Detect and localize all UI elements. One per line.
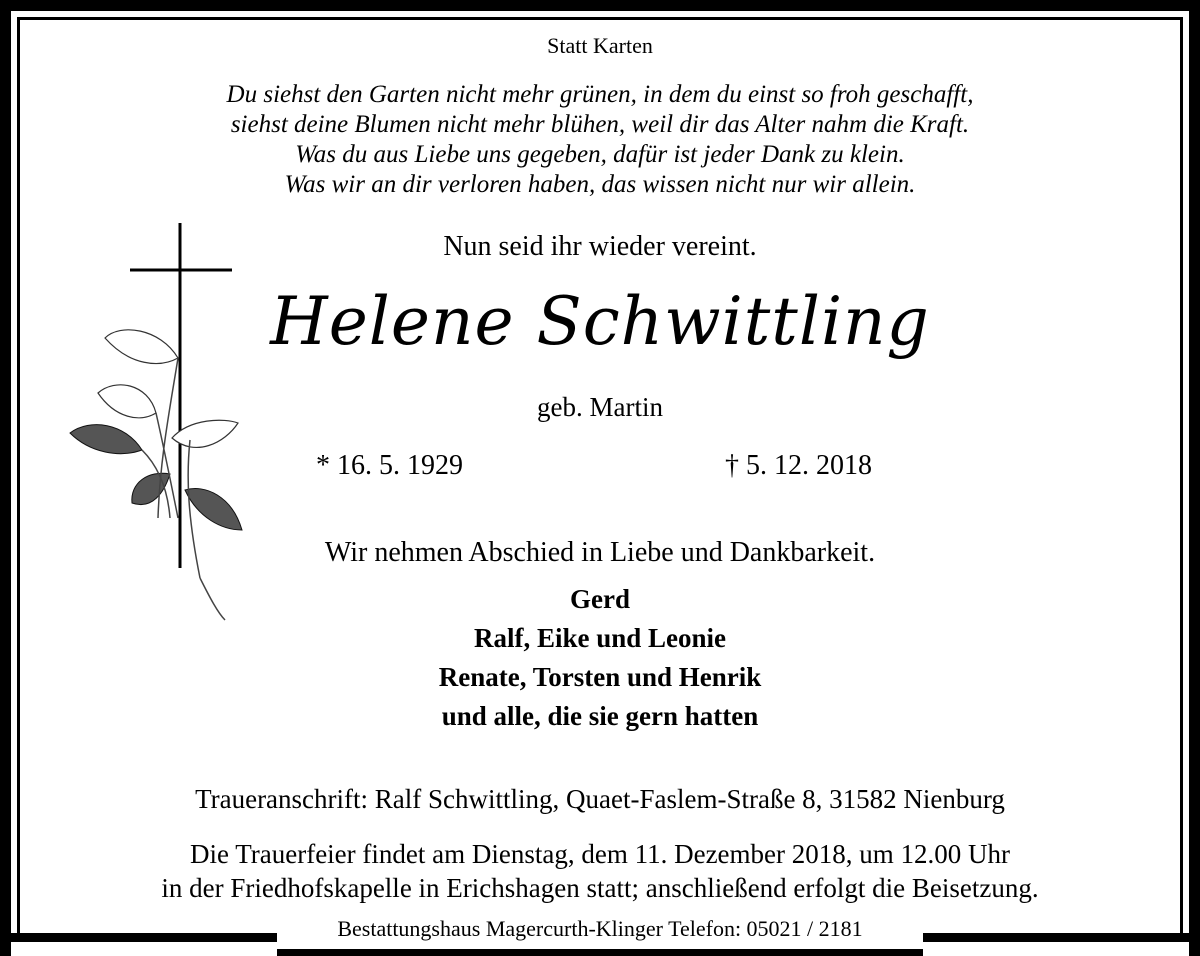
deceased-name: Helene Schwittling bbox=[270, 283, 930, 360]
reunited-line: Nun seid ihr wieder vereint. bbox=[443, 231, 757, 262]
poem-line: Was du aus Liebe uns gegeben, dafür ist jeder Dank zu klein. bbox=[295, 141, 905, 168]
mourner-line: Ralf, Eike und Leonie bbox=[473, 623, 727, 653]
inner-border-top bbox=[17, 17, 1183, 20]
poem-line: Du siehst den Garten nicht mehr grünen, in dem du einst so froh geschafft, bbox=[226, 81, 974, 108]
birth-date: * 16. 5. 1929 bbox=[316, 450, 463, 481]
bottom-border-middle bbox=[277, 949, 923, 956]
poem bbox=[0, 80, 1200, 200]
mourners-list bbox=[0, 580, 1200, 736]
mourner-line: Gerd bbox=[570, 584, 630, 614]
mourning-address: Traueranschrift: Ralf Schwittling, Quaet-Faslem-Straße 8, 31582 Nienburg bbox=[195, 784, 1005, 814]
ceremony-line: in der Friedhofskapelle in Erichshagen statt; anschließend erfolgt die Beisetzung. bbox=[161, 873, 1039, 903]
poem-line: Was wir an dir verloren haben, das wissen nicht nur wir allein. bbox=[284, 171, 916, 198]
poem-line: siehst deine Blumen nicht mehr blühen, weil dir das Alter nahm die Kraft. bbox=[230, 111, 970, 138]
ceremony-line: Die Trauerfeier findet am Dienstag, dem 11. Dezember 2018, um 12.00 Uhr bbox=[189, 839, 1011, 869]
mourner-line: und alle, die sie gern hatten bbox=[441, 701, 759, 731]
funeral-home-footer: Bestattungshaus Magercurth-Klinger Telefon: 05021 / 2181 bbox=[337, 916, 863, 941]
farewell-line: Wir nehmen Abschied in Liebe und Dankbarkeit. bbox=[324, 537, 876, 568]
death-date: † 5. 12. 2018 bbox=[725, 450, 872, 481]
ceremony-info bbox=[0, 837, 1200, 905]
maiden-name: geb. Martin bbox=[537, 392, 663, 422]
header-text: Statt Karten bbox=[547, 33, 653, 58]
mourner-line: Renate, Torsten und Henrik bbox=[438, 662, 762, 692]
